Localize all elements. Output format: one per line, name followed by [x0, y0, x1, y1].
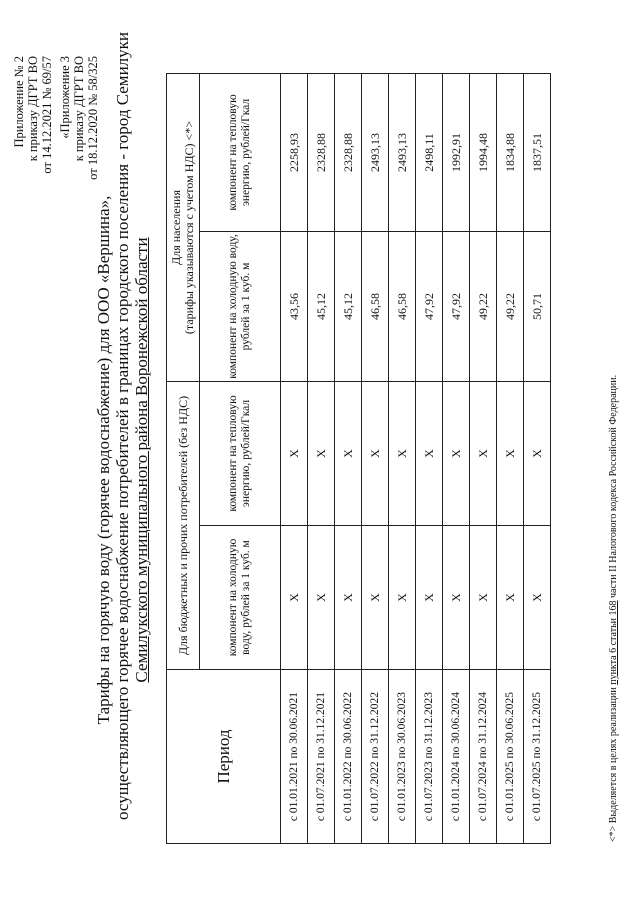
document-page	[0, 20, 640, 880]
budget-heat-cell: X	[362, 381, 389, 525]
footnote	[608, 375, 619, 842]
population-heat-cell: 1837,51	[524, 73, 551, 231]
title-line: Тарифы на горячую воду (горячее водоснабжение) для ООО «Вершина»,	[94, 195, 113, 725]
footnote-law-link[interactable]: пункта 6 статьи 168	[608, 600, 619, 685]
appendix-line: «Приложение 3	[58, 56, 72, 139]
column-header-heat: компонент на тепловую энергию, рублей/Гкал	[200, 73, 281, 231]
population-heat-cell: 1994,48	[470, 73, 497, 231]
column-header-water: компонент на холодную воду, рублей за 1 куб. м	[200, 231, 281, 381]
table-row	[308, 73, 335, 843]
budget-heat-cell: X	[524, 381, 551, 525]
budget-water-cell: X	[335, 526, 362, 670]
budget-water-cell: X	[389, 526, 416, 670]
population-water-cell: 49,22	[470, 231, 497, 381]
budget-heat-cell: X	[281, 381, 308, 525]
population-water-cell: 46,58	[362, 231, 389, 381]
appendix-line: от 14.12.2021 № 69/57	[40, 56, 54, 174]
population-heat-cell: 1992,91	[443, 73, 470, 231]
budget-group-header: Для бюджетных и прочих потребителей (без НДС)	[167, 381, 200, 669]
appendix-line: к приказу ДГРТ ВО	[26, 56, 40, 162]
budget-water-cell: X	[362, 526, 389, 670]
population-water-cell: 47,92	[416, 231, 443, 381]
table-row	[443, 73, 470, 843]
population-heat-cell: 2258,93	[281, 73, 308, 231]
budget-heat-cell: X	[497, 381, 524, 525]
appendix-header-new	[12, 56, 54, 174]
budget-water-cell: X	[308, 526, 335, 670]
budget-water-cell: X	[470, 526, 497, 670]
table-row	[416, 73, 443, 843]
title-line: Семилукского муниципального района Воронежской области	[132, 237, 151, 683]
budget-heat-cell: X	[443, 381, 470, 525]
budget-water-cell: X	[524, 526, 551, 670]
budget-water-cell: X	[281, 526, 308, 670]
column-header-water: компонент на холодную воду, рублей за 1 куб. м	[200, 526, 281, 670]
period-cell: с 01.07.2025 по 31.12.2025	[524, 670, 551, 844]
budget-water-cell: X	[443, 526, 470, 670]
budget-water-cell: X	[416, 526, 443, 670]
period-cell: с 01.01.2024 по 30.06.2024	[443, 670, 470, 844]
population-heat-cell: 2328,88	[335, 73, 362, 231]
period-cell: с 01.01.2023 по 30.06.2023	[389, 670, 416, 844]
population-water-cell: 47,92	[443, 231, 470, 381]
population-header-line: (тарифы указываются с учетом НДС) <*>	[182, 120, 196, 335]
population-group-header	[167, 73, 200, 381]
table-row	[335, 73, 362, 843]
column-header-heat: компонент на тепловую энергию, рублей/Гкал	[200, 381, 281, 525]
budget-heat-cell: X	[470, 381, 497, 525]
tariff-table-body	[281, 73, 551, 843]
population-heat-cell: 2328,88	[308, 73, 335, 231]
table-row	[497, 73, 524, 843]
budget-heat-cell: X	[416, 381, 443, 525]
period-header: Период	[167, 670, 281, 844]
footnote-text: части II Налогового кодекса Российской Федерации.	[608, 374, 619, 601]
period-cell: с 01.07.2023 по 31.12.2023	[416, 670, 443, 844]
population-heat-cell: 2493,13	[362, 73, 389, 231]
population-water-cell: 43,56	[281, 231, 308, 381]
document-title	[94, 31, 151, 820]
table-row	[389, 73, 416, 843]
population-heat-cell: 2493,13	[389, 73, 416, 231]
population-heat-cell: 1834,88	[497, 73, 524, 231]
appendix-line: Приложение № 2	[12, 56, 26, 148]
population-header-line: Для населения	[169, 190, 183, 265]
population-water-cell: 50,71	[524, 231, 551, 381]
appendix-line: от 18.12.2020 № 58/325	[86, 56, 100, 180]
population-water-cell: 45,12	[335, 231, 362, 381]
period-cell: с 01.07.2024 по 31.12.2024	[470, 670, 497, 844]
budget-heat-cell: X	[335, 381, 362, 525]
budget-heat-cell: X	[389, 381, 416, 525]
footnote-text: <*> Выделяется в целях реализации	[608, 684, 619, 842]
table-row	[281, 73, 308, 843]
period-cell: с 01.07.2021 по 31.12.2021	[308, 670, 335, 844]
table-row	[524, 73, 551, 843]
period-cell: с 01.07.2022 по 31.12.2022	[362, 670, 389, 844]
population-heat-cell: 2498,11	[416, 73, 443, 231]
budget-heat-cell: X	[308, 381, 335, 525]
table-row	[362, 73, 389, 843]
budget-water-cell: X	[497, 526, 524, 670]
period-cell: с 01.01.2021 по 30.06.2021	[281, 670, 308, 844]
table-row	[470, 73, 497, 843]
appendix-line: к приказу ДГРТ ВО	[72, 56, 86, 162]
title-line: осуществляющего горячее водоснабжение потребителей в границах городского поселения - город Семилуки	[113, 31, 132, 820]
population-water-cell: 49,22	[497, 231, 524, 381]
period-cell: с 01.01.2025 по 30.06.2025	[497, 670, 524, 844]
population-water-cell: 45,12	[308, 231, 335, 381]
tariff-table	[166, 73, 551, 844]
period-cell: с 01.01.2022 по 30.06.2022	[335, 670, 362, 844]
population-water-cell: 46,58	[389, 231, 416, 381]
